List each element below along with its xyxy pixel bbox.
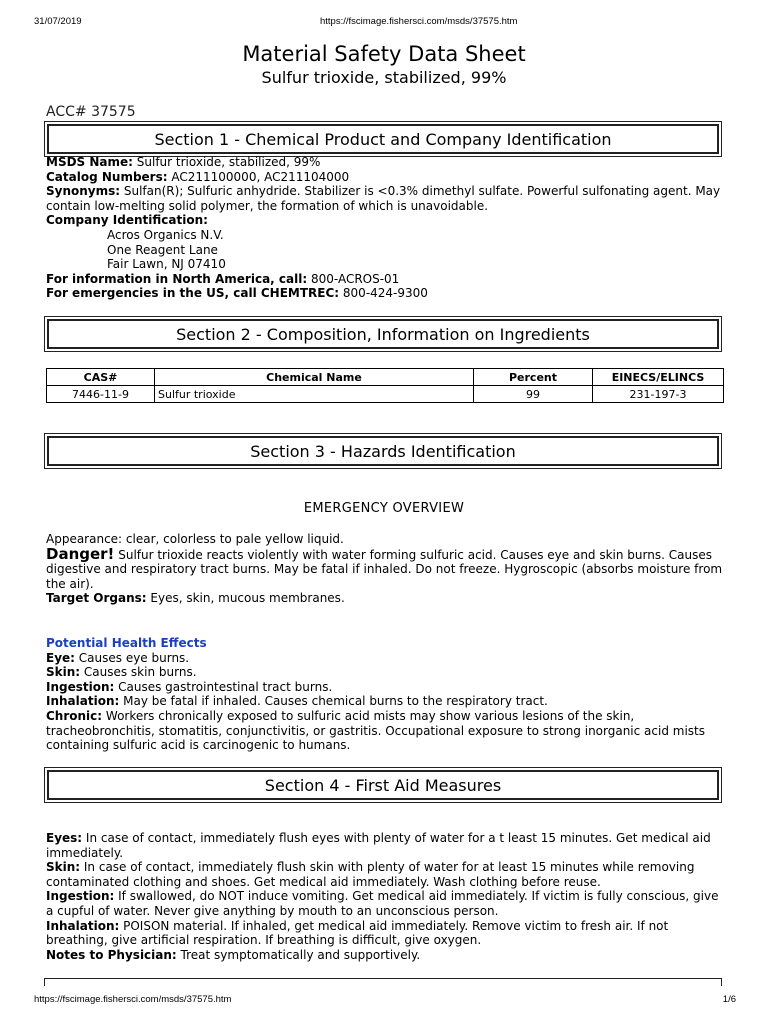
acc-number: ACC# 37575 bbox=[46, 104, 136, 120]
target-organs-value: Eyes, skin, mucous membranes. bbox=[146, 591, 345, 606]
danger-text: Sulfur trioxide reacts violently with water forming sulfuric acid. Causes eye and skin burns. Causes digestive and respiratory tract burns. May be fatal if inhaled. Do not freeze. Hygroscopic (absorbs moisture from the air). bbox=[46, 547, 723, 591]
target-organs-line bbox=[46, 591, 726, 606]
emergency-overview-heading: EMERGENCY OVERVIEW bbox=[303, 501, 465, 516]
company-label: Company Identification: bbox=[46, 213, 208, 228]
section-2-title: Section 2 - Composition, Information on Ingredients bbox=[47, 319, 719, 349]
cas-cell: 7446-11-9 bbox=[47, 386, 155, 403]
eye-line bbox=[46, 651, 726, 666]
document-subtitle: Sulfur trioxide, stabilized, 99% bbox=[261, 68, 507, 87]
document-title: Material Safety Data Sheet bbox=[242, 42, 526, 66]
appearance-line: Appearance: clear, colorless to pale yellow liquid. bbox=[46, 532, 344, 546]
emergency-overview-body bbox=[46, 532, 726, 606]
first-aid-skin-label: Skin: bbox=[46, 860, 81, 875]
catalog-value: AC211100000, AC211104000 bbox=[167, 169, 350, 184]
section-3-header bbox=[44, 433, 722, 469]
column-header-percent: Percent bbox=[474, 369, 593, 386]
einecs-cell: 231-197-3 bbox=[593, 386, 724, 403]
print-date: 31/07/2019 bbox=[34, 16, 82, 27]
potential-health-effects-heading: Potential Health Effects bbox=[46, 636, 207, 650]
first-aid-eyes-label: Eyes: bbox=[46, 831, 83, 845]
company-name: Acros Organics N.V. bbox=[107, 227, 224, 242]
msds-name-line bbox=[46, 155, 726, 170]
page-number: 1/6 bbox=[722, 994, 736, 1005]
synonyms-label: Synonyms: bbox=[46, 184, 121, 199]
chronic-line bbox=[46, 709, 726, 753]
synonyms-value: Sulfan(R); Sulfuric anhydride. Stabilizer is <0.3% dimethyl sulfate. Powerful sulfonating agent. May contain low-melting solid polymer, the formation of which is unavoidable. bbox=[46, 184, 721, 213]
emergency-label: For emergencies in the US, call CHEMTREC: bbox=[46, 286, 340, 301]
chronic-value: Workers chronically exposed to sulfuric acid mists may show various lesions of the skin, tracheobronchitis, stomatitis, conjunctivitis, or gastritis. Occupational exposure to strong inorganic acid mists containing sulfuric acid is carcinogenic to humans. bbox=[46, 708, 706, 753]
section-1-body bbox=[46, 155, 726, 301]
first-aid-ingestion-line bbox=[46, 889, 726, 918]
first-aid-inhalation-label: Inhalation: bbox=[46, 918, 120, 933]
ingestion-line bbox=[46, 680, 726, 695]
synonyms-line bbox=[46, 184, 726, 213]
first-aid-skin-line bbox=[46, 860, 726, 889]
skin-value: Causes skin burns. bbox=[80, 665, 197, 680]
composition-table bbox=[46, 368, 724, 403]
next-section-box-edge bbox=[44, 978, 722, 986]
emergency-line bbox=[46, 286, 726, 301]
first-aid-skin-value: In case of contact, immediately flush skin with plenty of water for at least 15 minutes while removing contaminated clothing and shoes. Get medical aid immediately. Wash clothing before reuse. bbox=[46, 860, 695, 889]
info-label: For information in North America, call: bbox=[46, 271, 308, 286]
msds-name-value: Sulfur trioxide, stabilized, 99% bbox=[132, 155, 321, 169]
column-header-einecs: EINECS/ELINCS bbox=[593, 369, 724, 386]
notes-to-physician-value: Treat symptomatically and supportively. bbox=[176, 947, 421, 962]
catalog-line bbox=[46, 170, 726, 185]
health-effects-body bbox=[46, 636, 726, 753]
section-4-header bbox=[44, 767, 722, 803]
section-2-header bbox=[44, 316, 722, 352]
target-organs-label: Target Organs: bbox=[46, 591, 147, 606]
emergency-phone: 800-424-9300 bbox=[339, 286, 428, 301]
ingestion-value: Causes gastrointestinal tract burns. bbox=[114, 679, 333, 694]
first-aid-eyes-value: In case of contact, immediately flush eyes with plenty of water for a t least 15 minutes. Get medical aid immediately. bbox=[46, 831, 711, 860]
first-aid-ingestion-value: If swallowed, do NOT induce vomiting. Get medical aid immediately. If victim is fully conscious, give a cupful of water. Never give anything by mouth to an unconscious person. bbox=[46, 889, 719, 918]
catalog-label: Catalog Numbers: bbox=[46, 169, 168, 184]
notes-to-physician-label: Notes to Physician: bbox=[46, 947, 177, 962]
first-aid-ingestion-label: Ingestion: bbox=[46, 889, 115, 904]
column-header-cas: CAS# bbox=[47, 369, 155, 386]
inhalation-value: May be fatal if inhaled. Causes chemical burns to the respiratory tract. bbox=[119, 694, 548, 709]
chronic-label: Chronic: bbox=[46, 708, 103, 723]
section-4-title: Section 4 - First Aid Measures bbox=[47, 770, 719, 800]
inhalation-label: Inhalation: bbox=[46, 694, 120, 709]
notes-to-physician-line bbox=[46, 948, 726, 963]
section-1-title: Section 1 - Chemical Product and Company Identification bbox=[47, 124, 719, 154]
table-header-row bbox=[47, 369, 724, 386]
chemical-name-cell: Sulfur trioxide bbox=[155, 386, 474, 403]
ingestion-label: Ingestion: bbox=[46, 679, 115, 694]
info-line bbox=[46, 272, 726, 287]
percent-cell: 99 bbox=[474, 386, 593, 403]
inhalation-line bbox=[46, 694, 726, 709]
company-city: Fair Lawn, NJ 07410 bbox=[107, 257, 226, 272]
company-street: One Reagent Lane bbox=[107, 242, 218, 257]
info-phone: 800-ACROS-01 bbox=[307, 271, 400, 286]
column-header-chemical-name: Chemical Name bbox=[155, 369, 474, 386]
first-aid-inhalation-line bbox=[46, 919, 726, 948]
print-url-header: https://fscimage.fishersci.com/msds/37575.htm bbox=[320, 16, 518, 27]
first-aid-inhalation-value: POISON material. If inhaled, get medical aid immediately. Remove victim to fresh air. If not breathing, give artificial respiration. If breathing is difficult, give oxygen. bbox=[46, 918, 669, 948]
skin-line bbox=[46, 665, 726, 680]
section-3-title: Section 3 - Hazards Identification bbox=[47, 436, 719, 466]
first-aid-eyes-line bbox=[46, 831, 726, 860]
print-url-footer: https://fscimage.fishersci.com/msds/37575.htm bbox=[34, 994, 232, 1005]
danger-label: Danger! bbox=[46, 544, 115, 563]
first-aid-body bbox=[46, 831, 726, 962]
msds-name-label: MSDS Name: bbox=[46, 155, 133, 169]
danger-line bbox=[46, 544, 726, 592]
skin-label: Skin: bbox=[46, 665, 81, 680]
eye-label: Eye: bbox=[46, 650, 75, 665]
table-row bbox=[47, 386, 724, 403]
eye-value: Causes eye burns. bbox=[74, 650, 190, 665]
section-1-header bbox=[44, 121, 722, 157]
